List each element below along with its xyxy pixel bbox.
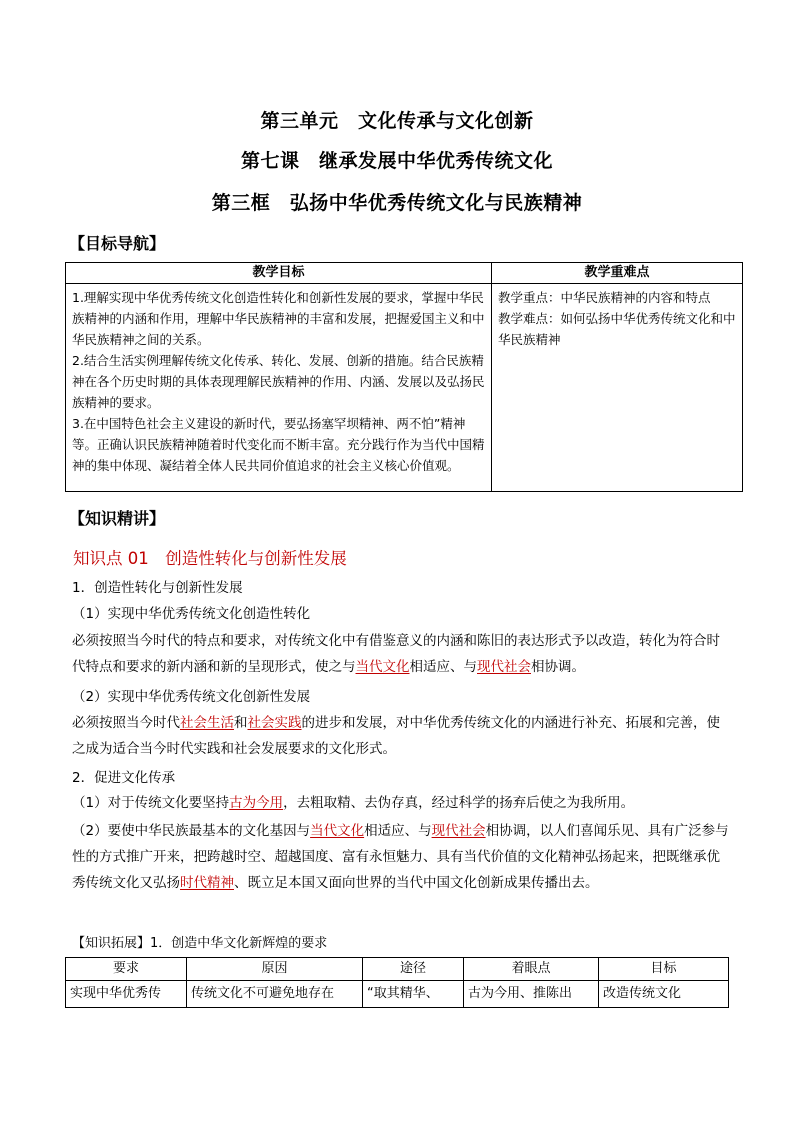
ext-cell: 实现中华优秀传 <box>66 981 187 1008</box>
p2-text: 相协调，以人们喜闻乐见、具有广泛参与性的方式推广开来，把跨越时空、超越国度、富有永恒魅力、具有当代价值的文化精神弘扬起来，把既继承优秀传统文化又弘扬 <box>72 823 729 891</box>
keyword-social-practice: 社会实践 <box>247 715 302 731</box>
goal-table <box>65 262 743 492</box>
frame-title: 第三框 弘扬中华优秀传统文化与民族精神 <box>211 192 583 214</box>
goal-item: 1.理解实现中华优秀传统文化创造性转化和创新性发展的要求，掌握中华民族精神的内涵和作用，理解中华民族精神的丰富和发展，把握爱国主义和中华民族精神之间的关系。 <box>72 290 485 347</box>
ext-cell: “取其精华、 <box>363 981 464 1008</box>
sub2-paragraph <box>72 710 732 762</box>
sub1-text: 相适应、与 <box>409 659 477 675</box>
ext-header: 目标 <box>599 958 729 981</box>
p1-text: （1）对于传统文化要坚持 <box>72 795 230 811</box>
keyword-contemporary-culture: 当代文化 <box>310 823 365 839</box>
knowledge-point-heading: 知识点 01 创造性转化与创新性发展 <box>73 549 347 568</box>
ext-cell: 古为今用、推陈出 <box>464 981 599 1008</box>
ext-header: 原因 <box>187 958 363 981</box>
goals-section-heading: 【目标导航】 <box>69 234 166 253</box>
keyword-spirit-of-times: 时代精神 <box>180 875 234 891</box>
unit-title: 第三单元 文化传承与文化创新 <box>260 110 534 132</box>
ext-header: 要求 <box>66 958 187 981</box>
goal-item: 3.在中国特色社会主义建设的新时代，要弘扬塞罕坝精神、两不怕”精神等。正确认识民族精神随着时代变化而不断丰富。充分践行作为当代中国精神的集中体现、凝结着全体人民共同价值追求的社会主义核心价值观。 <box>72 416 485 473</box>
sub1-text: 必须按照当今时代的特点和要求，对传统文化中有借鉴意义的内涵和陈旧的表达形式予以改造，转化为符合时代特点和要求的新内涵和新的呈现形式，使之与 <box>72 633 720 675</box>
p1-paragraph <box>72 790 732 816</box>
p2-text: 、既立足本国又面向世界的当代中国文化创新成果传播出去。 <box>234 875 599 891</box>
sub2-text: 必须按照当今时代 <box>72 715 180 731</box>
extension-table <box>65 957 729 1008</box>
sub2-text: 的进步和发展，对中华优秀传统文化的内涵进行补充、拓展和完善，使之成为适合当今时代实践和社会发展要求的文化形式。 <box>72 715 720 757</box>
sub1-text: 相协调。 <box>531 659 585 675</box>
goal-header: 教学目标 <box>66 263 492 284</box>
extension-label: 【知识拓展】1．创造中华文化新辉煌的要求 <box>72 936 328 951</box>
keyword-contemporary-culture: 当代文化 <box>355 659 410 675</box>
sub1-paragraph <box>72 628 732 680</box>
key-points: 教学重点：中华民族精神的内容和特点 <box>498 290 711 305</box>
lesson-title: 第七课 继承发展中华优秀传统文化 <box>240 150 553 172</box>
key-difficulty-header: 教学重难点 <box>492 263 743 284</box>
keyword-past-for-present: 古为今用 <box>229 795 284 811</box>
ext-header: 着眼点 <box>464 958 599 981</box>
keyword-modern-society: 现代社会 <box>431 823 486 839</box>
key-difficulty-cell <box>492 284 743 492</box>
keyword-modern-society: 现代社会 <box>477 659 531 675</box>
p2-paragraph <box>72 818 732 896</box>
goal-item: 2.结合生活实例理解传统文化传承、转化、发展、创新的措施。结合民族精神在各个历史时期的具体表现理解民族精神的作用、内涵、发展以及弘扬民族精神的要求。 <box>72 353 485 410</box>
sub2-text: 和 <box>234 715 248 731</box>
sub2-title: （2）实现中华优秀传统文化创新性发展 <box>72 689 311 705</box>
ext-header: 途径 <box>363 958 464 981</box>
item1-title: 1．创造性转化与创新性发展 <box>72 580 243 596</box>
ext-cell: 改造传统文化 <box>599 981 729 1008</box>
knowledge-section-heading: 【知识精讲】 <box>69 509 166 528</box>
sub1-title: （1）实现中华优秀传统文化创造性转化 <box>72 606 311 622</box>
goal-cell <box>66 284 492 492</box>
p2-text: （2）要使中华民族最基本的文化基因与 <box>72 823 311 839</box>
difficulties: 教学难点：如何弘扬中华优秀传统文化和中华民族精神 <box>498 311 736 347</box>
ext-cell: 传统文化不可避免地存在 <box>187 981 363 1008</box>
p1-text: ，去粗取精、去伪存真，经过科学的扬弃后使之为我所用。 <box>283 795 635 811</box>
item2-title: 2．促进文化传承 <box>72 770 176 786</box>
p2-text: 相适应、与 <box>364 823 432 839</box>
keyword-social-life: 社会生活 <box>180 715 234 731</box>
